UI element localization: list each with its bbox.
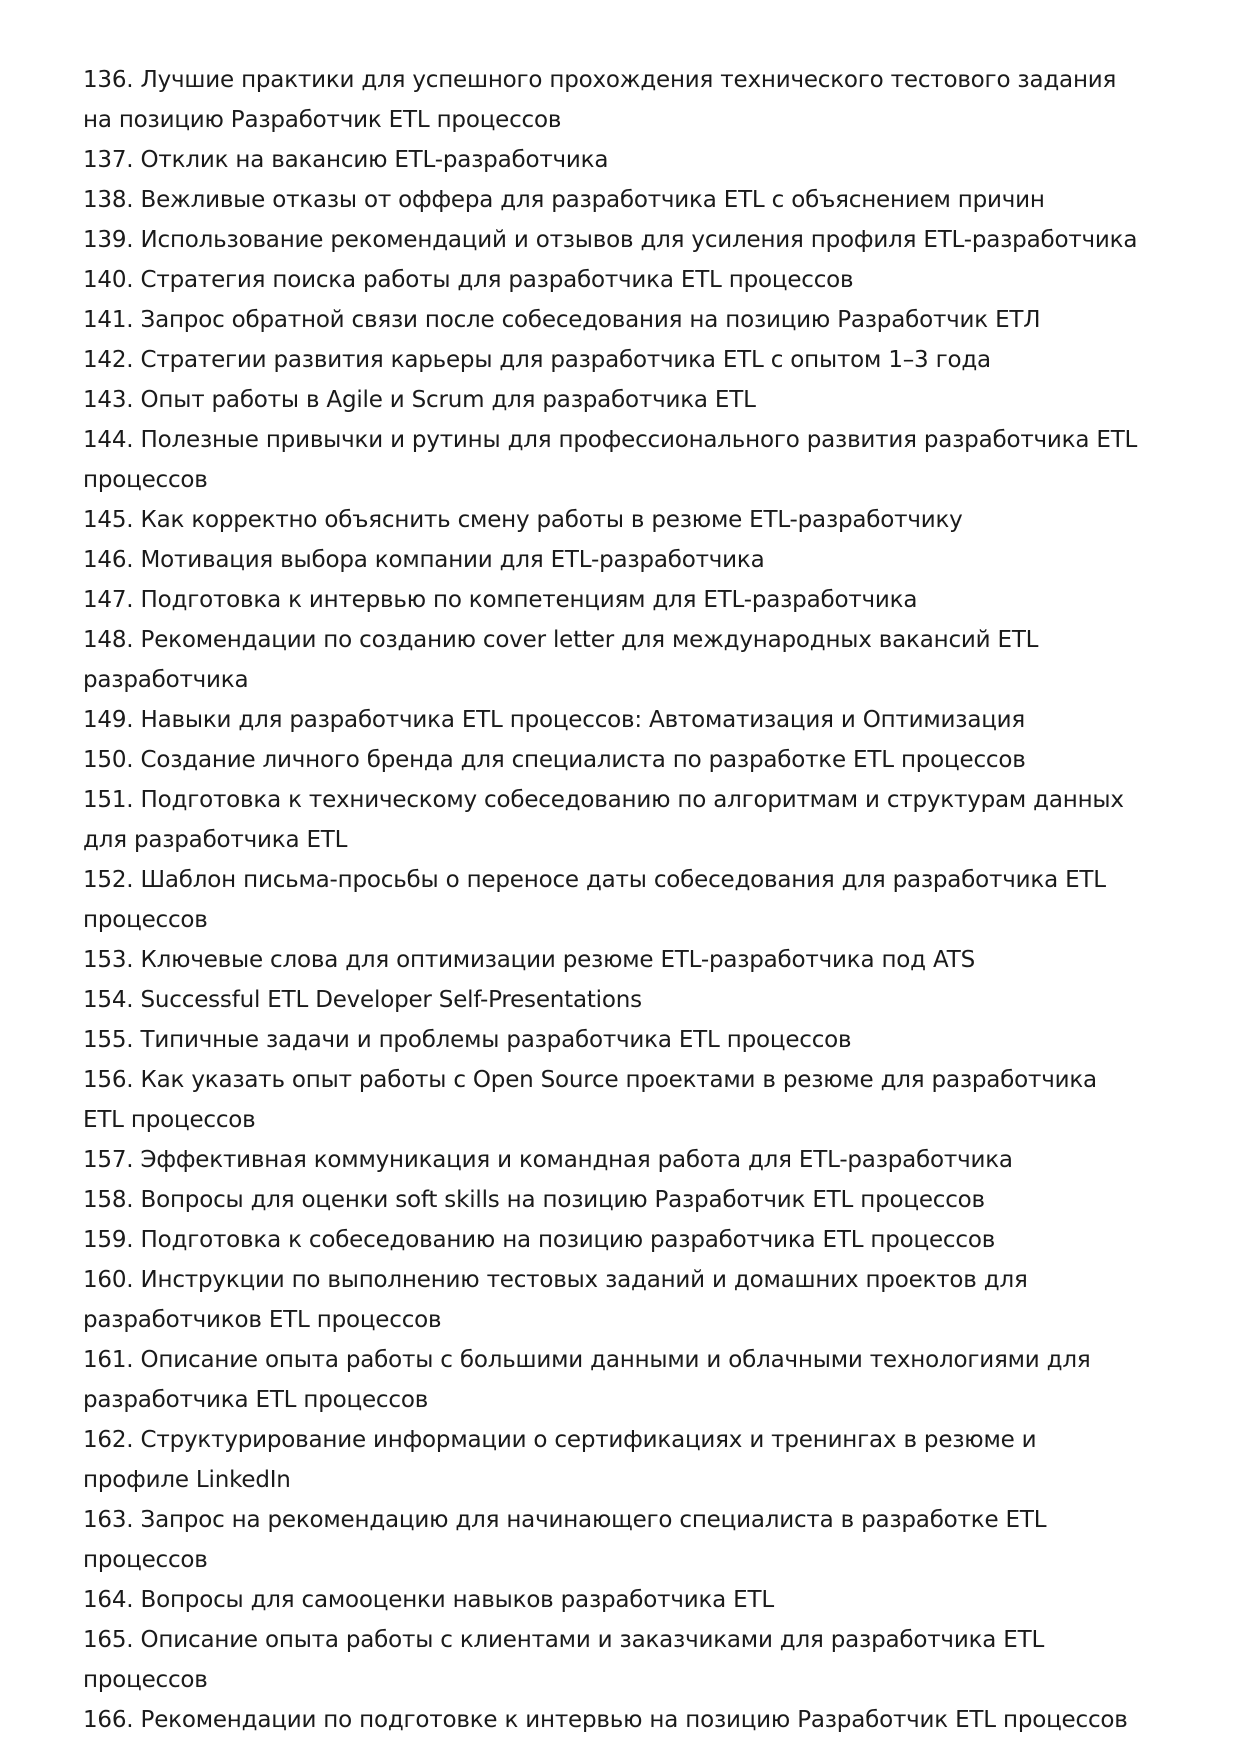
list-item: 154. Successful ETL Developer Self-Presentations	[83, 987, 642, 1013]
list-item: 136. Лучшие практики для успешного прохождения технического тестового задания на позицию Разработчик ETL процессов	[83, 67, 1117, 133]
list-item: 145. Как корректно объяснить смену работы в резюме ETL-разработчику	[83, 507, 963, 533]
list-item: 137. Отклик на вакансию ETL-разработчика	[83, 147, 609, 173]
list-item: 151. Подготовка к техническому собеседованию по алгоритмам и структурам данных для разработчика ETL	[83, 787, 1124, 853]
list-item: 153. Ключевые слова для оптимизации резюме ETL-разработчика под ATS	[83, 947, 975, 973]
list-item: 141. Запрос обратной связи после собеседования на позицию Разработчик ЕТЛ	[83, 307, 1041, 333]
list-item: 166. Рекомендации по подготовке к интервью на позицию Разработчик ETL процессов	[83, 1707, 1128, 1733]
list-item: 159. Подготовка к собеседованию на позицию разработчика ETL процессов	[83, 1227, 996, 1253]
list-item: 149. Навыки для разработчика ETL процессов: Автоматизация и Оптимизация	[83, 707, 1026, 733]
list-item: 148. Рекомендации по созданию cover letter для международных вакансий ETL разработчика	[83, 627, 1039, 693]
list-item: 142. Стратегии развития карьеры для разработчика ETL с опытом 1–3 года	[83, 347, 991, 373]
list-item: 140. Стратегия поиска работы для разработчика ETL процессов	[83, 267, 854, 293]
list-item: 161. Описание опыта работы с большими данными и облачными технологиями для разработчика ETL процессов	[83, 1347, 1091, 1413]
list-item: 144. Полезные привычки и рутины для профессионального развития разработчика ETL процессов	[83, 427, 1138, 493]
list-item: 164. Вопросы для самооценки навыков разработчика ETL	[83, 1587, 774, 1613]
list-item: 160. Инструкции по выполнению тестовых заданий и домашних проектов для разработчиков ETL процессов	[83, 1267, 1028, 1333]
list-item: 139. Использование рекомендаций и отзывов для усиления профиля ETL-разработчика	[83, 227, 1138, 253]
topic-list	[83, 60, 1139, 1740]
list-item: 150. Создание личного бренда для специалиста по разработке ETL процессов	[83, 747, 1026, 773]
list-item: 155. Типичные задачи и проблемы разработчика ETL процессов	[83, 1027, 852, 1053]
list-item: 156. Как указать опыт работы с Open Source проектами в резюме для разработчика ETL процессов	[83, 1067, 1097, 1133]
list-item: 165. Описание опыта работы с клиентами и заказчиками для разработчика ETL процессов	[83, 1627, 1045, 1693]
list-item: 152. Шаблон письма-просьбы о переносе даты собеседования для разработчика ETL процессов	[83, 867, 1106, 933]
list-item: 158. Вопросы для оценки soft skills на позицию Разработчик ETL процессов	[83, 1187, 985, 1213]
list-item: 157. Эффективная коммуникация и командная работа для ETL-разработчика	[83, 1147, 1013, 1173]
list-item: 146. Мотивация выбора компании для ETL-разработчика	[83, 547, 765, 573]
list-item: 147. Подготовка к интервью по компетенциям для ETL-разработчика	[83, 587, 918, 613]
list-item: 138. Вежливые отказы от оффера для разработчика ETL с объяснением причин	[83, 187, 1045, 213]
list-item: 163. Запрос на рекомендацию для начинающего специалиста в разработке ETL процессов	[83, 1507, 1047, 1573]
list-item: 143. Опыт работы в Agile и Scrum для разработчика ETL	[83, 387, 756, 413]
list-item: 162. Структурирование информации о сертификациях и тренингах в резюме и профиле LinkedIn	[83, 1427, 1037, 1493]
